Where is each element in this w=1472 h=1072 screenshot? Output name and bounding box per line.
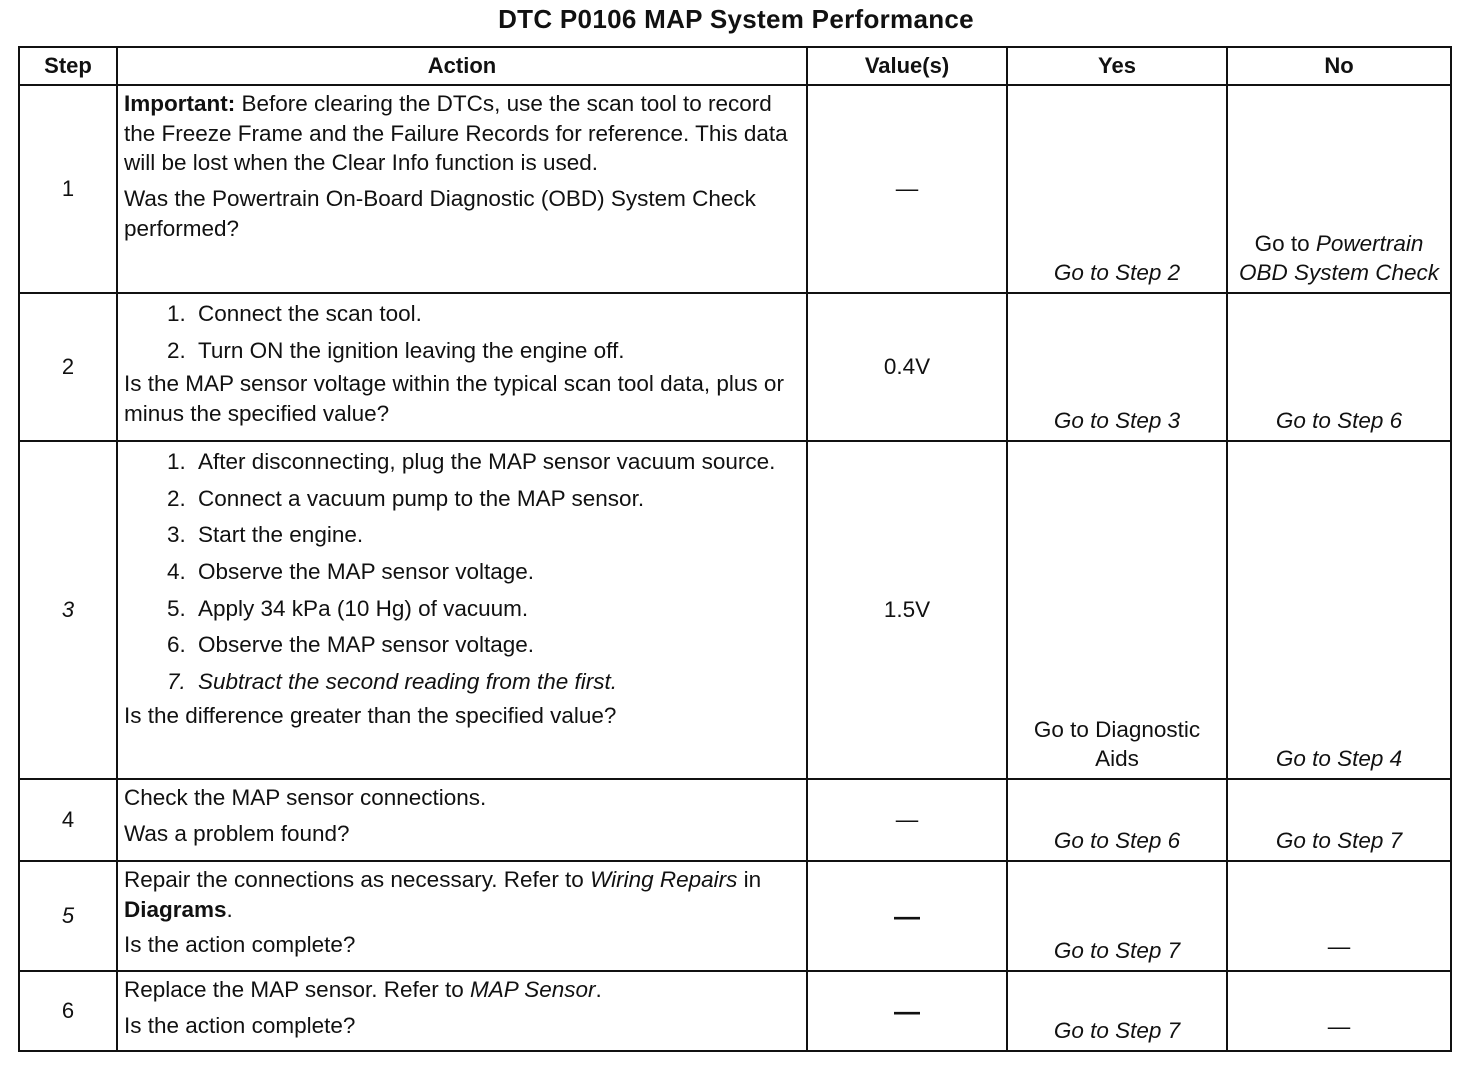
diagnostic-table [18, 46, 1452, 1052]
yes-link[interactable]: Go to Step 6 [1007, 779, 1227, 861]
action-question: Was the Powertrain On-Board Diagnostic (OBD) System Check performed? [124, 186, 756, 241]
action-step-item: 3. Start the engine. [192, 520, 798, 550]
yes-link[interactable]: Go to Step 3 [1007, 293, 1227, 441]
no-link[interactable]: Go to Step 6 [1227, 293, 1451, 441]
step-number: 4 [19, 779, 117, 861]
action-cell [117, 85, 807, 293]
step-number: 3 [19, 441, 117, 779]
action-question: Is the difference greater than the specified value? [124, 702, 617, 728]
table-row-step-6 [19, 971, 1451, 1051]
value-cell: — [807, 861, 1007, 971]
value-cell: — [807, 85, 1007, 293]
action-step-item: 2. Turn ON the ignition leaving the engine off. [192, 336, 798, 366]
action-text [124, 865, 798, 924]
no-link-prefix: Go to [1254, 230, 1316, 256]
header-values: Value(s) [807, 47, 1007, 85]
action-cell [117, 971, 807, 1051]
important-label: Important: [124, 91, 236, 116]
action-step-item: 7. Subtract the second reading from the first. [192, 667, 798, 697]
action-step-item: 4. Observe the MAP sensor voltage. [192, 557, 798, 587]
map-sensor-link[interactable]: MAP Sensor [470, 977, 596, 1002]
action-cell [117, 441, 807, 779]
page-title: DTC P0106 MAP System Performance [498, 4, 974, 34]
step-number: 2 [19, 293, 117, 441]
action-question: Is the action complete? [124, 1012, 356, 1038]
wiring-repairs-link[interactable]: Wiring Repairs [590, 867, 738, 892]
action-question: Is the action complete? [124, 932, 356, 958]
table-row-step-3 [19, 441, 1451, 779]
header-row [19, 47, 1451, 85]
no-cell: — [1227, 861, 1451, 971]
table-row-step-5 [19, 861, 1451, 971]
yes-link[interactable]: Go to Step 7 [1007, 861, 1227, 971]
action-steps [124, 299, 798, 365]
action-step-item: 1. After disconnecting, plug the MAP sensor vacuum source. [192, 447, 798, 477]
header-no: No [1227, 47, 1451, 85]
action-text: Check the MAP sensor connections. [124, 785, 487, 810]
step-number: 6 [19, 971, 117, 1051]
value-cell: — [807, 971, 1007, 1051]
header-step: Step [19, 47, 117, 85]
action-step-item: 6. Observe the MAP sensor voltage. [192, 630, 798, 660]
action-cell [117, 779, 807, 861]
action-question: Was a problem found? [124, 820, 350, 846]
header-action: Action [117, 47, 807, 85]
yes-link[interactable]: Go to Step 2 [1007, 85, 1227, 293]
no-link[interactable] [1227, 85, 1451, 293]
diagrams-ref: Diagrams [124, 896, 227, 922]
table-row-step-2 [19, 293, 1451, 441]
action-step-item: 2. Connect a vacuum pump to the MAP sensor. [192, 484, 798, 514]
action-text-mid: in [737, 867, 762, 892]
important-text: Before clearing the DTCs, use the scan tool to record the Freeze Frame and the Failure Records for reference. This data will be lost when the Clear Info function is used. [124, 91, 788, 176]
action-question: Is the MAP sensor voltage within the typical scan tool data, plus or minus the specified value? [124, 371, 784, 427]
yes-link[interactable]: Go to Step 7 [1007, 971, 1227, 1051]
header-yes: Yes [1007, 47, 1227, 85]
action-cell [117, 861, 807, 971]
value-cell: — [807, 779, 1007, 861]
action-text-end: . [595, 977, 602, 1002]
action-steps [124, 447, 798, 697]
value-cell: 0.4V [807, 293, 1007, 441]
action-step-item: 5. Apply 34 kPa (10 Hg) of vacuum. [192, 594, 798, 624]
action-text-end: . [226, 896, 233, 922]
step-number: 1 [19, 85, 117, 293]
no-cell: — [1227, 971, 1451, 1051]
value-cell: 1.5V [807, 441, 1007, 779]
table-row-step-1 [19, 85, 1451, 293]
action-cell [117, 293, 807, 441]
action-text-prefix: Repair the connections as necessary. Refer to [124, 867, 591, 892]
yes-link[interactable]: Go to Diagnostic Aids [1007, 441, 1227, 779]
action-step-item: 1. Connect the scan tool. [192, 299, 798, 329]
no-link[interactable]: Go to Step 7 [1227, 779, 1451, 861]
no-link-target[interactable]: Powertrain OBD System Check [1238, 230, 1440, 286]
table-row-step-4 [19, 779, 1451, 861]
important-note [124, 89, 798, 178]
action-text [124, 975, 798, 1005]
action-text-prefix: Replace the MAP sensor. Refer to [124, 977, 471, 1002]
no-link[interactable]: Go to Step 4 [1227, 441, 1451, 779]
step-number: 5 [19, 861, 117, 971]
